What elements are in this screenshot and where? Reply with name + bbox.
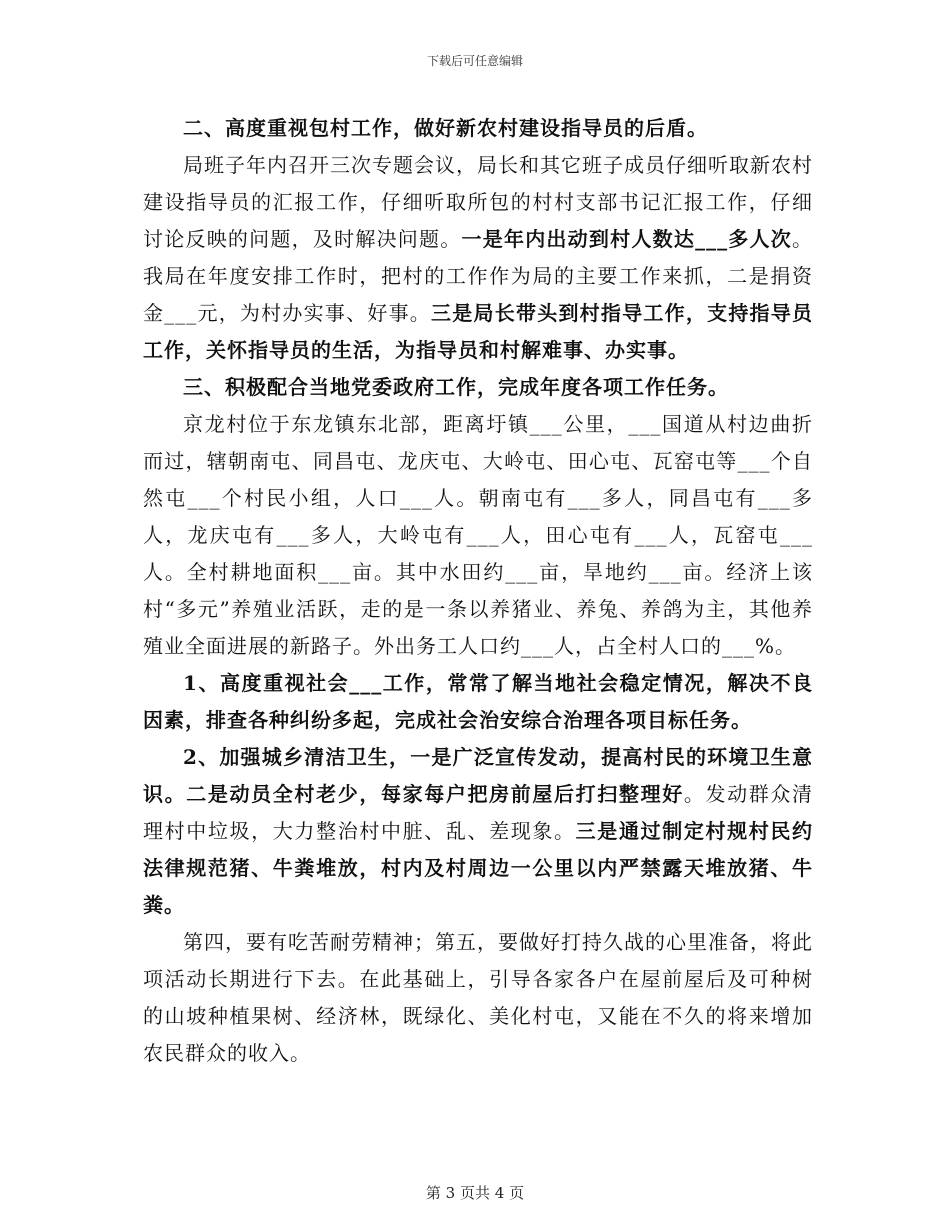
paragraph-item-1: [143, 665, 813, 739]
text-segment: 京龙村位于东龙镇东北部，距离圩镇___公里，___国道从村边曲折而过，辖朝南屯、同昌屯、龙庆屯、大岭屯、田心屯、瓦窑屯等___个自然屯___个村民小组，人口___人。朝南屯有___多人，同昌屯有___多人，龙庆屯有___多人，大岭屯有___人，田心屯有___人，瓦窑屯___人。全村耕地面积___亩。其中水田约___亩，旱地约___亩。经济上该村“多元”养殖业活跃，走的是一条以养猪业、养兔、养鸽为主，其他养殖业全面进展的新路子。外出务工人口约___人，占全村人口的___%。: [143, 412, 813, 658]
page-header-note: 下载后可任意编辑: [426, 54, 523, 68]
text-segment: 。我局在年度安排工作时，把村的工作作为局的主要工作来抓，二是捐资金___元，为村办实事、好事。: [143, 227, 813, 325]
paragraph-bureau-meetings: [143, 147, 813, 369]
bold-text-segment: 1、高度重视社会___工作，常常了解当地社会稳定情况，解决不良因素，排查各种纠纷多起，完成社会治安综合治理各项目标任务。: [143, 671, 813, 732]
text-segment: 第四，要有吃苦耐劳精神；第五，要做好打持久战的心里准备，将此项活动长期进行下去。在此基础上，引导各家各户在屋前屋后及可种树的山坡种植果树、经济林，既绿化、美化村屯，又能在不久的将来增加农民群众的收入。: [143, 930, 813, 1065]
document-body: [143, 110, 813, 1072]
section-heading-3: [143, 369, 813, 406]
heading-text: 三、积极配合当地党委政府工作，完成年度各项工作任务。: [183, 375, 729, 399]
heading-text: 二、高度重视包村工作，做好新农村建设指导员的后盾。: [183, 116, 708, 140]
text-segment: 局班子年内召开三次专题会议，局长和其它班子成员仔细听取新农村建设指导员的汇报工作，仔细听取所包的村村支部书记汇报工作，仔细讨论反映的问题，及时解决问题。: [143, 153, 813, 251]
paragraph-village-overview: [143, 406, 813, 665]
bold-text-segment: 一是年内出动到村人数达___多人次: [461, 227, 792, 251]
bold-text-segment: 三是通过制定村规村民约法律规范猪、牛粪堆放，村内及村周边一公里以内严禁露天堆放猪、牛粪。: [143, 819, 814, 917]
section-heading-2: [143, 110, 813, 147]
page-number: 第 3 页共 4 页: [425, 1184, 525, 1202]
paragraph-item-2: [143, 739, 813, 924]
text-segment: 。发动群众清理村中垃圾，大力整治村中脏、乱、差现象。: [143, 782, 814, 843]
bold-text-segment: 2、加强城乡清洁卫生，一是广泛宣传发动，提高村民的环境卫生意识。二是动员全村老少，每家每户把房前屋后打扫整理好: [143, 745, 813, 806]
paragraph-item-4-5: [143, 924, 813, 1072]
bold-text-segment: 三是局长带头到村指导工作，支持指导员工作，关怀指导员的生活，为指导员和村解难事、办实事。: [143, 301, 814, 362]
